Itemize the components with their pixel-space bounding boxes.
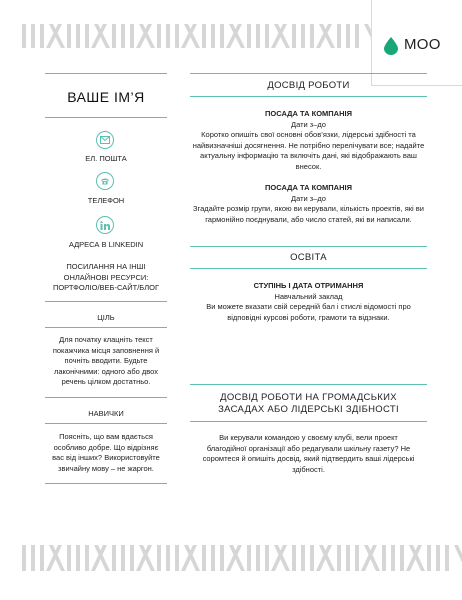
volunteer-heading: ДОСВІД РОБОТИ НА ГРОМАДСЬКИХ ЗАСАДАХ АБО ЛІДЕРСЬКІ ЗДІБНОСТІ: [218, 392, 399, 415]
divider: [190, 421, 427, 422]
job-title: ПОСАДА ТА КОМПАНІЯ: [265, 109, 352, 118]
bottom-decorative-band: [0, 545, 462, 571]
degree: СТУПІНЬ І ДАТА ОТРИМАННЯ: [253, 281, 364, 290]
job-entry: [190, 109, 427, 172]
volunteer-description: Ви керували командою у своєму клубі, вели проект благодійної організації або редагували шкільну газету? Не соромтеся й опишіть досвід, який підтвердить ваші лідерські здібності.: [202, 433, 415, 474]
linkedin-icon: [96, 216, 114, 234]
divider: [45, 301, 167, 302]
divider: [190, 384, 427, 385]
education-description: Ви можете вказати свій середній бал і стислі відомості про відповідні курсові роботи, грамоти та відзнаки.: [206, 302, 411, 322]
phone-icon: [96, 172, 114, 190]
job-dates: Дати з–до: [291, 119, 326, 129]
divider: [45, 397, 167, 398]
objective-heading: ЦІЛЬ: [97, 313, 115, 322]
divider: [45, 73, 167, 74]
divider: [190, 246, 427, 247]
envelope-icon: [96, 131, 114, 149]
divider: [45, 483, 167, 484]
divider: [45, 423, 167, 424]
other-links: ПОСИЛАННЯ НА ІНШІ ОНЛАЙНОВІ РЕСУРСИ: ПОРТФОЛІО/ВЕБ-САЙТ/БЛОГ: [52, 262, 160, 292]
school: Навчальний заклад: [274, 291, 343, 301]
job-dates: Дати з–до: [291, 193, 326, 203]
education-entry: [190, 281, 427, 323]
objective-text: Для початку клацніть текст покажчика місця заповнення й почніть вводити. Будьте лаконічними: одного або двох речень цілком достатньо.: [52, 335, 160, 386]
job-title: ПОСАДА ТА КОМПАНІЯ: [265, 183, 352, 192]
job-entry: [190, 183, 427, 225]
job-description: Згадайте розмір групи, якою ви керували, кількість проектів, які ви гармонійно поєднували, або число статей, які ви написали.: [193, 204, 424, 224]
experience-heading: ДОСВІД РОБОТИ: [267, 80, 350, 91]
divider: [190, 268, 427, 269]
job-description: Коротко опишіть свої основні обов’язки, лідерські здібності та найвизначніші досягнення. Не потрібно перелічувати все; надайте актуальну інформацію та включіть дані, які відображають ваш внесок.: [192, 130, 425, 171]
skills-heading: НАВИЧКИ: [88, 409, 124, 418]
divider: [45, 117, 167, 118]
skills-text: Поясніть, що вам вдається особливо добре. Що відрізняє вас від інших? Використовуйте звичайну мову – не жаргон.: [52, 432, 160, 473]
drop-icon: [384, 37, 398, 55]
person-name: ВАШЕ ІМ’Я: [67, 89, 145, 105]
divider: [190, 73, 427, 74]
logo-text: MOO: [404, 36, 441, 53]
email-label: ЕЛ. ПОШТА: [85, 154, 127, 163]
linkedin-label: АДРЕСА В LINKEDIN: [68, 240, 144, 249]
phone-label: ТЕЛЕФОН: [87, 196, 125, 205]
divider: [190, 96, 427, 97]
education-heading: ОСВІТА: [290, 252, 327, 263]
divider: [45, 327, 167, 328]
